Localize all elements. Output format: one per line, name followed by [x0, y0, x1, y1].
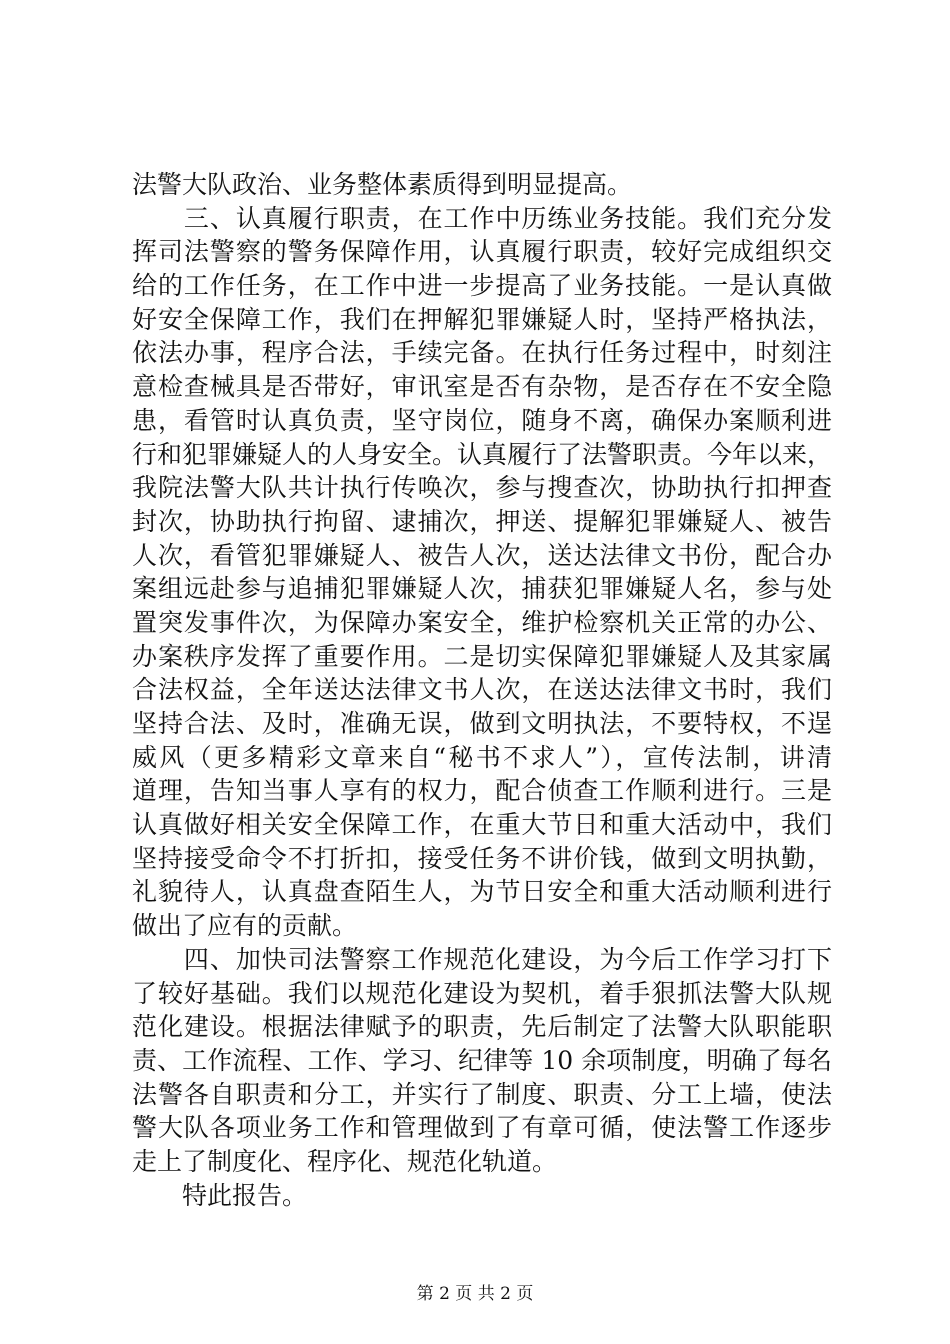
document-body [132, 168, 832, 1212]
text-line: 行和犯罪嫌疑人的人身安全。认真履行了法警职责。今年以来， [132, 439, 833, 469]
text-line: 道理，告知当事人享有的权力，配合侦查工作顺利进行。三是 [132, 776, 832, 806]
text-line: 法警大队政治、业务整体素质得到明显提高。 [132, 170, 633, 199]
text-line: 做出了应有的贡献。 [132, 911, 358, 941]
text-line: 范化建设。根据法律赋予的职责，先后制定了法警大队职能职 [132, 1012, 832, 1042]
text-line: 特此报告。 [132, 1180, 308, 1210]
text-line: 走上了制度化、程序化、规范化轨道。 [132, 1146, 558, 1176]
text-line: 警大队各项业务工作和管理做到了有章可循，使法警工作逐步 [132, 1113, 832, 1143]
text-line: 挥司法警察的警务保障作用，认真履行职责，较好完成组织交 [132, 237, 832, 267]
text-line: 封次，协助执行拘留、逮捕次，押送、提解犯罪嫌疑人、被告 [132, 506, 832, 536]
text-line: 给的工作任务，在工作中进一步提高了业务技能。一是认真做 [132, 271, 832, 301]
text-line: 四、加快司法警察工作规范化建设，为今后工作学习打下 [132, 944, 832, 974]
text-line: 置突发事件次，为保障办案安全，维护检察机关正常的办公、 [132, 607, 832, 637]
text-line: 了较好基础。我们以规范化建设为契机，着手狠抓法警大队规 [132, 978, 832, 1008]
text-line: 人次，看管犯罪嫌疑人、被告人次，送达法律文书份，配合办 [132, 540, 832, 570]
text-line: 我院法警大队共计执行传唤次，参与搜查次，协助执行扣押查 [132, 473, 832, 503]
text-line: 法警各自职责和分工，并实行了制度、职责、分工上墙，使法 [132, 1079, 832, 1109]
text-line: 三、认真履行职责，在工作中历练业务技能。我们充分发 [132, 203, 832, 233]
text-line: 礼貌待人，认真盘查陌生人，为节日安全和重大活动顺利进行 [132, 877, 832, 907]
text-line: 依法办事，程序合法，手续完备。在执行任务过程中，时刻注 [132, 338, 832, 368]
text-line: 办案秩序发挥了重要作用。二是切实保障犯罪嫌疑人及其家属 [132, 641, 832, 671]
text-line: 责、工作流程、工作、学习、纪律等 10 余项制度，明确了每名 [132, 1045, 832, 1075]
text-line: 合法权益，全年送达法律文书人次，在送达法律文书时，我们 [132, 675, 832, 705]
text-line: 好安全保障工作，我们在押解犯罪嫌疑人时，坚持严格执法， [132, 304, 832, 334]
text-line: 案组远赴参与追捕犯罪嫌疑人次，捕获犯罪嫌疑人名，参与处 [132, 574, 832, 604]
page-footer: 第 2 页 共 2 页 [416, 1284, 534, 1304]
text-line: 意检查械具是否带好，审讯室是否有杂物，是否存在不安全隐 [132, 372, 832, 402]
text-line: 坚持合法、及时，准确无误，做到文明执法，不要特权，不逞 [132, 709, 832, 738]
text-line: 患，看管时认真负责，坚守岗位，随身不离，确保办案顺利进 [132, 405, 832, 435]
text-line: 坚持接受命令不打折扣，接受任务不讲价钱，做到文明执勤， [132, 843, 832, 873]
text-line: 威风（更多精彩文章来自“秘书不求人”），宣传法制，讲清 [132, 742, 832, 772]
text-line: 认真做好相关安全保障工作，在重大节日和重大活动中，我们 [132, 810, 832, 840]
